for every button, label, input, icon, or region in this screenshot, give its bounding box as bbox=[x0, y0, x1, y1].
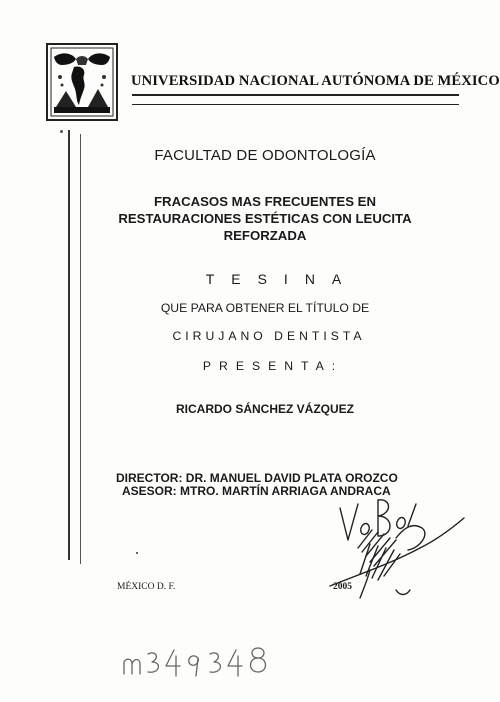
header-rule-top bbox=[132, 94, 459, 96]
margin-dot bbox=[60, 130, 63, 133]
author-name: RICARDO SÁNCHEZ VÁZQUEZ bbox=[175, 402, 354, 416]
handwritten-signature-icon bbox=[300, 478, 470, 608]
place-label: MÉXICO D. F. bbox=[117, 582, 176, 592]
thesis-title-line: RESTAURACIONES ESTÉTICAS CON LEUCITA bbox=[118, 211, 412, 226]
presents-label: PRESENTA: bbox=[202, 359, 344, 373]
header-rule-bottom bbox=[132, 104, 459, 105]
university-name: UNIVERSIDAD NACIONAL AUTÓNOMA DE MÉXICO bbox=[131, 73, 500, 89]
degree-purpose: QUE PARA OBTENER EL TÍTULO DE bbox=[160, 301, 370, 315]
handwritten-code-icon bbox=[118, 640, 288, 682]
thesis-title-line: FRACASOS MAS FRECUENTES EN bbox=[153, 194, 376, 209]
director-line: DIRECTOR: DR. MANUEL DAVID PLATA OROZCO bbox=[116, 471, 398, 485]
faculty-name: FACULTAD DE ODONTOLOGÍA bbox=[154, 147, 376, 164]
year-label: 2005 bbox=[333, 582, 352, 592]
thesis-title bbox=[70, 193, 460, 244]
stray-dot bbox=[136, 552, 138, 554]
document-type: TESINA bbox=[205, 271, 359, 287]
degree-name: CIRUJANO DENTISTA bbox=[172, 329, 366, 343]
advisor-line: ASESOR: MTRO. MARTÍN ARRIAGA ANDRACA bbox=[122, 484, 391, 498]
thesis-title-line: REFORZADA bbox=[223, 228, 307, 243]
university-seal-icon bbox=[46, 43, 118, 121]
